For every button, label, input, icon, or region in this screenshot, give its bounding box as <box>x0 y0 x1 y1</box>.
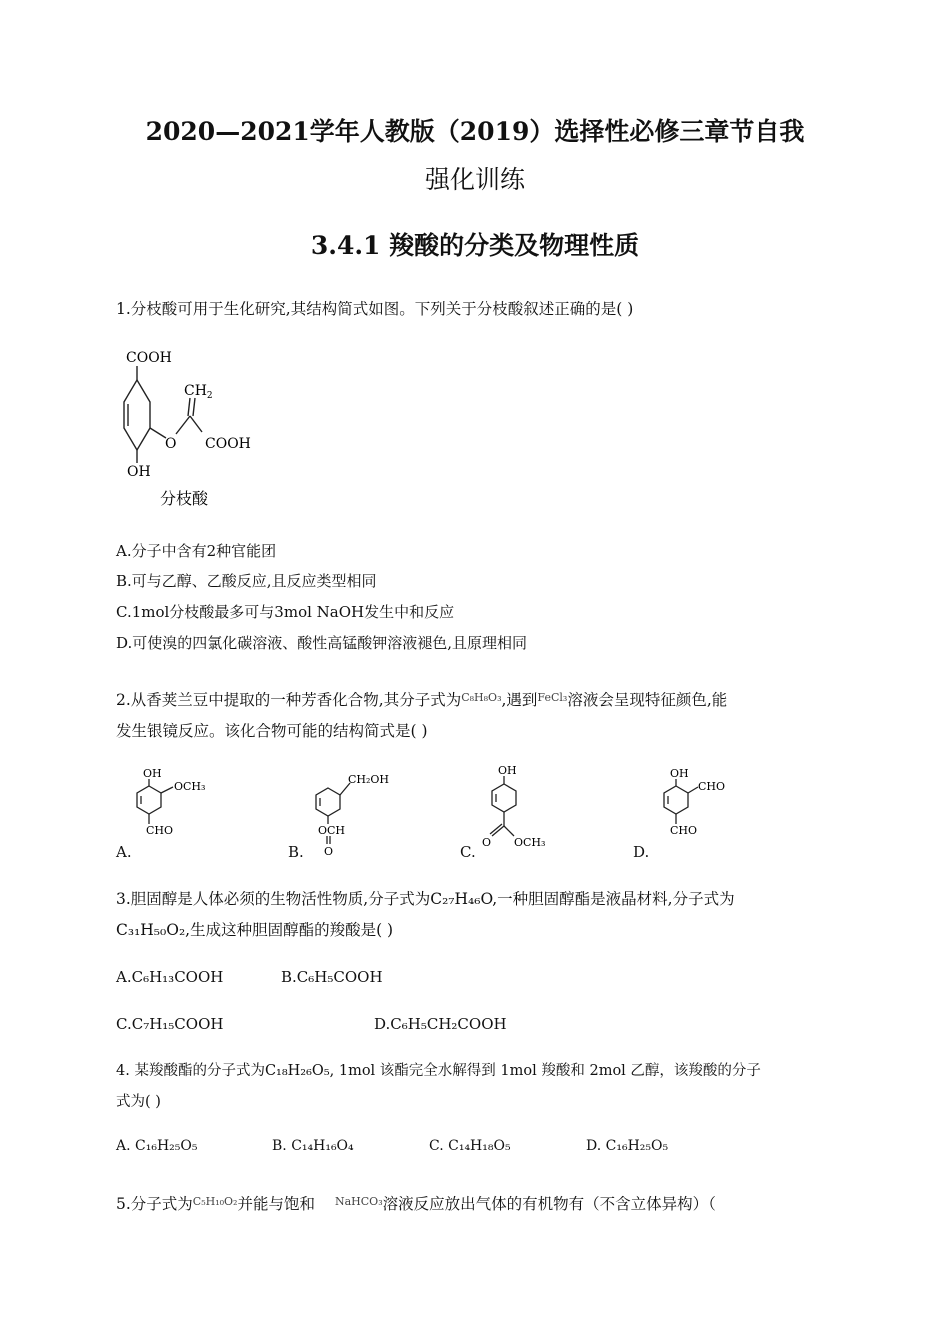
q2-structure-b <box>300 768 410 858</box>
q1-oh-label: OH <box>127 464 151 480</box>
q1-ch2-label: $CH_2$ <box>184 383 213 401</box>
q4-stem <box>116 1056 846 1118</box>
q2b-och: OCH <box>318 824 346 837</box>
q3-option-a: A.C₆H₁₃COOH <box>116 968 224 986</box>
q2-option-c-label: C. <box>460 843 476 861</box>
q2-option-a-label: A. <box>116 843 132 861</box>
doc-title-line1: 2020—2021学年人教版（2019）选择性必修三章节自我 <box>145 117 805 146</box>
q3-stem-line1: 3.胆固醇是人体必须的生物活性物质,分子式为C₂₇H₄₆O,一种胆固醇酯是液晶材料,分子式为 <box>116 890 735 908</box>
q3-option-c: C.C₇H₁₅COOH <box>116 1015 224 1033</box>
q2a-oh: OH <box>143 767 162 780</box>
q2b-ch2oh: CH₂OH <box>348 773 390 786</box>
q4-option-b: B. C₁₄H₁₆O₄ <box>272 1138 354 1154</box>
q2-option-d-label: D. <box>633 843 650 861</box>
q4-option-d: D. C₁₆H₂₅O₅ <box>586 1138 669 1154</box>
q2-formula-fecl3: FeCl₃ <box>537 691 568 704</box>
q2c-och3: OCH₃ <box>514 836 546 849</box>
q5-formula-nahco3: NaHCO₃ <box>334 1195 383 1208</box>
q4-stem-line1: 4. 某羧酸酯的分子式为C₁₈H₂₆O₅, 1mol 该酯完全水解得到 1mol 羧酸和 2mol 乙醇，该羧酸的分子 <box>116 1063 761 1079</box>
q2c-o: O <box>482 836 492 849</box>
q3-stem-line2: C₃₁H₅₀O₂,生成这种胆固醇酯的羧酸是( ) <box>116 921 394 939</box>
q2b-o: O <box>324 845 334 858</box>
q1-cooh-top-label: COOH <box>126 350 172 366</box>
section-heading: 3.4.1 羧酸的分类及物理性质 <box>310 231 640 260</box>
q4-option-a: A. C₁₆H₂₅O₅ <box>116 1138 198 1154</box>
q1-figure-caption: 分枝酸 <box>160 489 209 508</box>
q1-option-a: A.分子中含有2种官能团 <box>116 542 277 560</box>
q2-formula-c8h8o3: C₈H₈O₃ <box>461 691 502 704</box>
q2-structure-a <box>125 768 225 858</box>
q1-stem: 1.分枝酸可用于生化研究,其结构简式如图。下列关于分枝酸叙述正确的是( ) <box>116 300 634 318</box>
q2d-cho-bottom: CHO <box>670 824 698 837</box>
q3-option-b: B.C₆H₅COOH <box>281 968 383 986</box>
q2a-cho: CHO <box>146 824 174 837</box>
q2-stem: 2.从香荚兰豆中提取的一种芳香化合物,其分子式为$^{C_8H_8O_3}$,遇到$^{FeCl_3}$溶液会呈现特征颜色,能 发生银镜反应。该化合物可能的结构简式是( ) <box>116 691 728 740</box>
q3-option-d: D.C₆H₅CH₂COOH <box>374 1015 507 1033</box>
q5-stem: 5.分子式为$^{C_5H_{10}O_2}$并能与饱和 $^{NaHCO_3}$溶液反应放出气体的有机物有（不含立体异构）（ <box>116 1195 716 1213</box>
q1-option-d: D.可使溴的四氯化碳溶液、酸性高锰酸钾溶液褪色,且原理相同 <box>116 634 528 652</box>
q2c-oh: OH <box>498 764 517 777</box>
q4-option-c: C. C₁₄H₁₈O₅ <box>429 1138 511 1154</box>
q2-structure-c <box>470 764 580 859</box>
q1-cooh-right-label: COOH <box>205 436 251 452</box>
q2d-oh: OH <box>670 767 689 780</box>
q2-structure-d <box>650 768 750 858</box>
q1-structure-figure <box>110 340 270 515</box>
q2d-cho-top: CHO <box>698 780 726 793</box>
q1-option-c: C.1mol分枝酸最多可与3mol NaOH发生中和反应 <box>116 603 455 621</box>
q3-stem <box>116 884 876 946</box>
q4-stem-line2: 式为( ) <box>116 1094 161 1110</box>
q5-formula-c5h10o2: C₅H₁₀O₂ <box>192 1195 238 1208</box>
q2-option-b-label: B. <box>288 843 304 861</box>
q1-option-b: B.可与乙醇、乙酸反应,且反应类型相同 <box>116 572 377 590</box>
q2a-och3: OCH₃ <box>174 780 206 793</box>
doc-title-line2: 强化训练 <box>424 165 525 194</box>
q1-o-label: O <box>165 436 177 452</box>
